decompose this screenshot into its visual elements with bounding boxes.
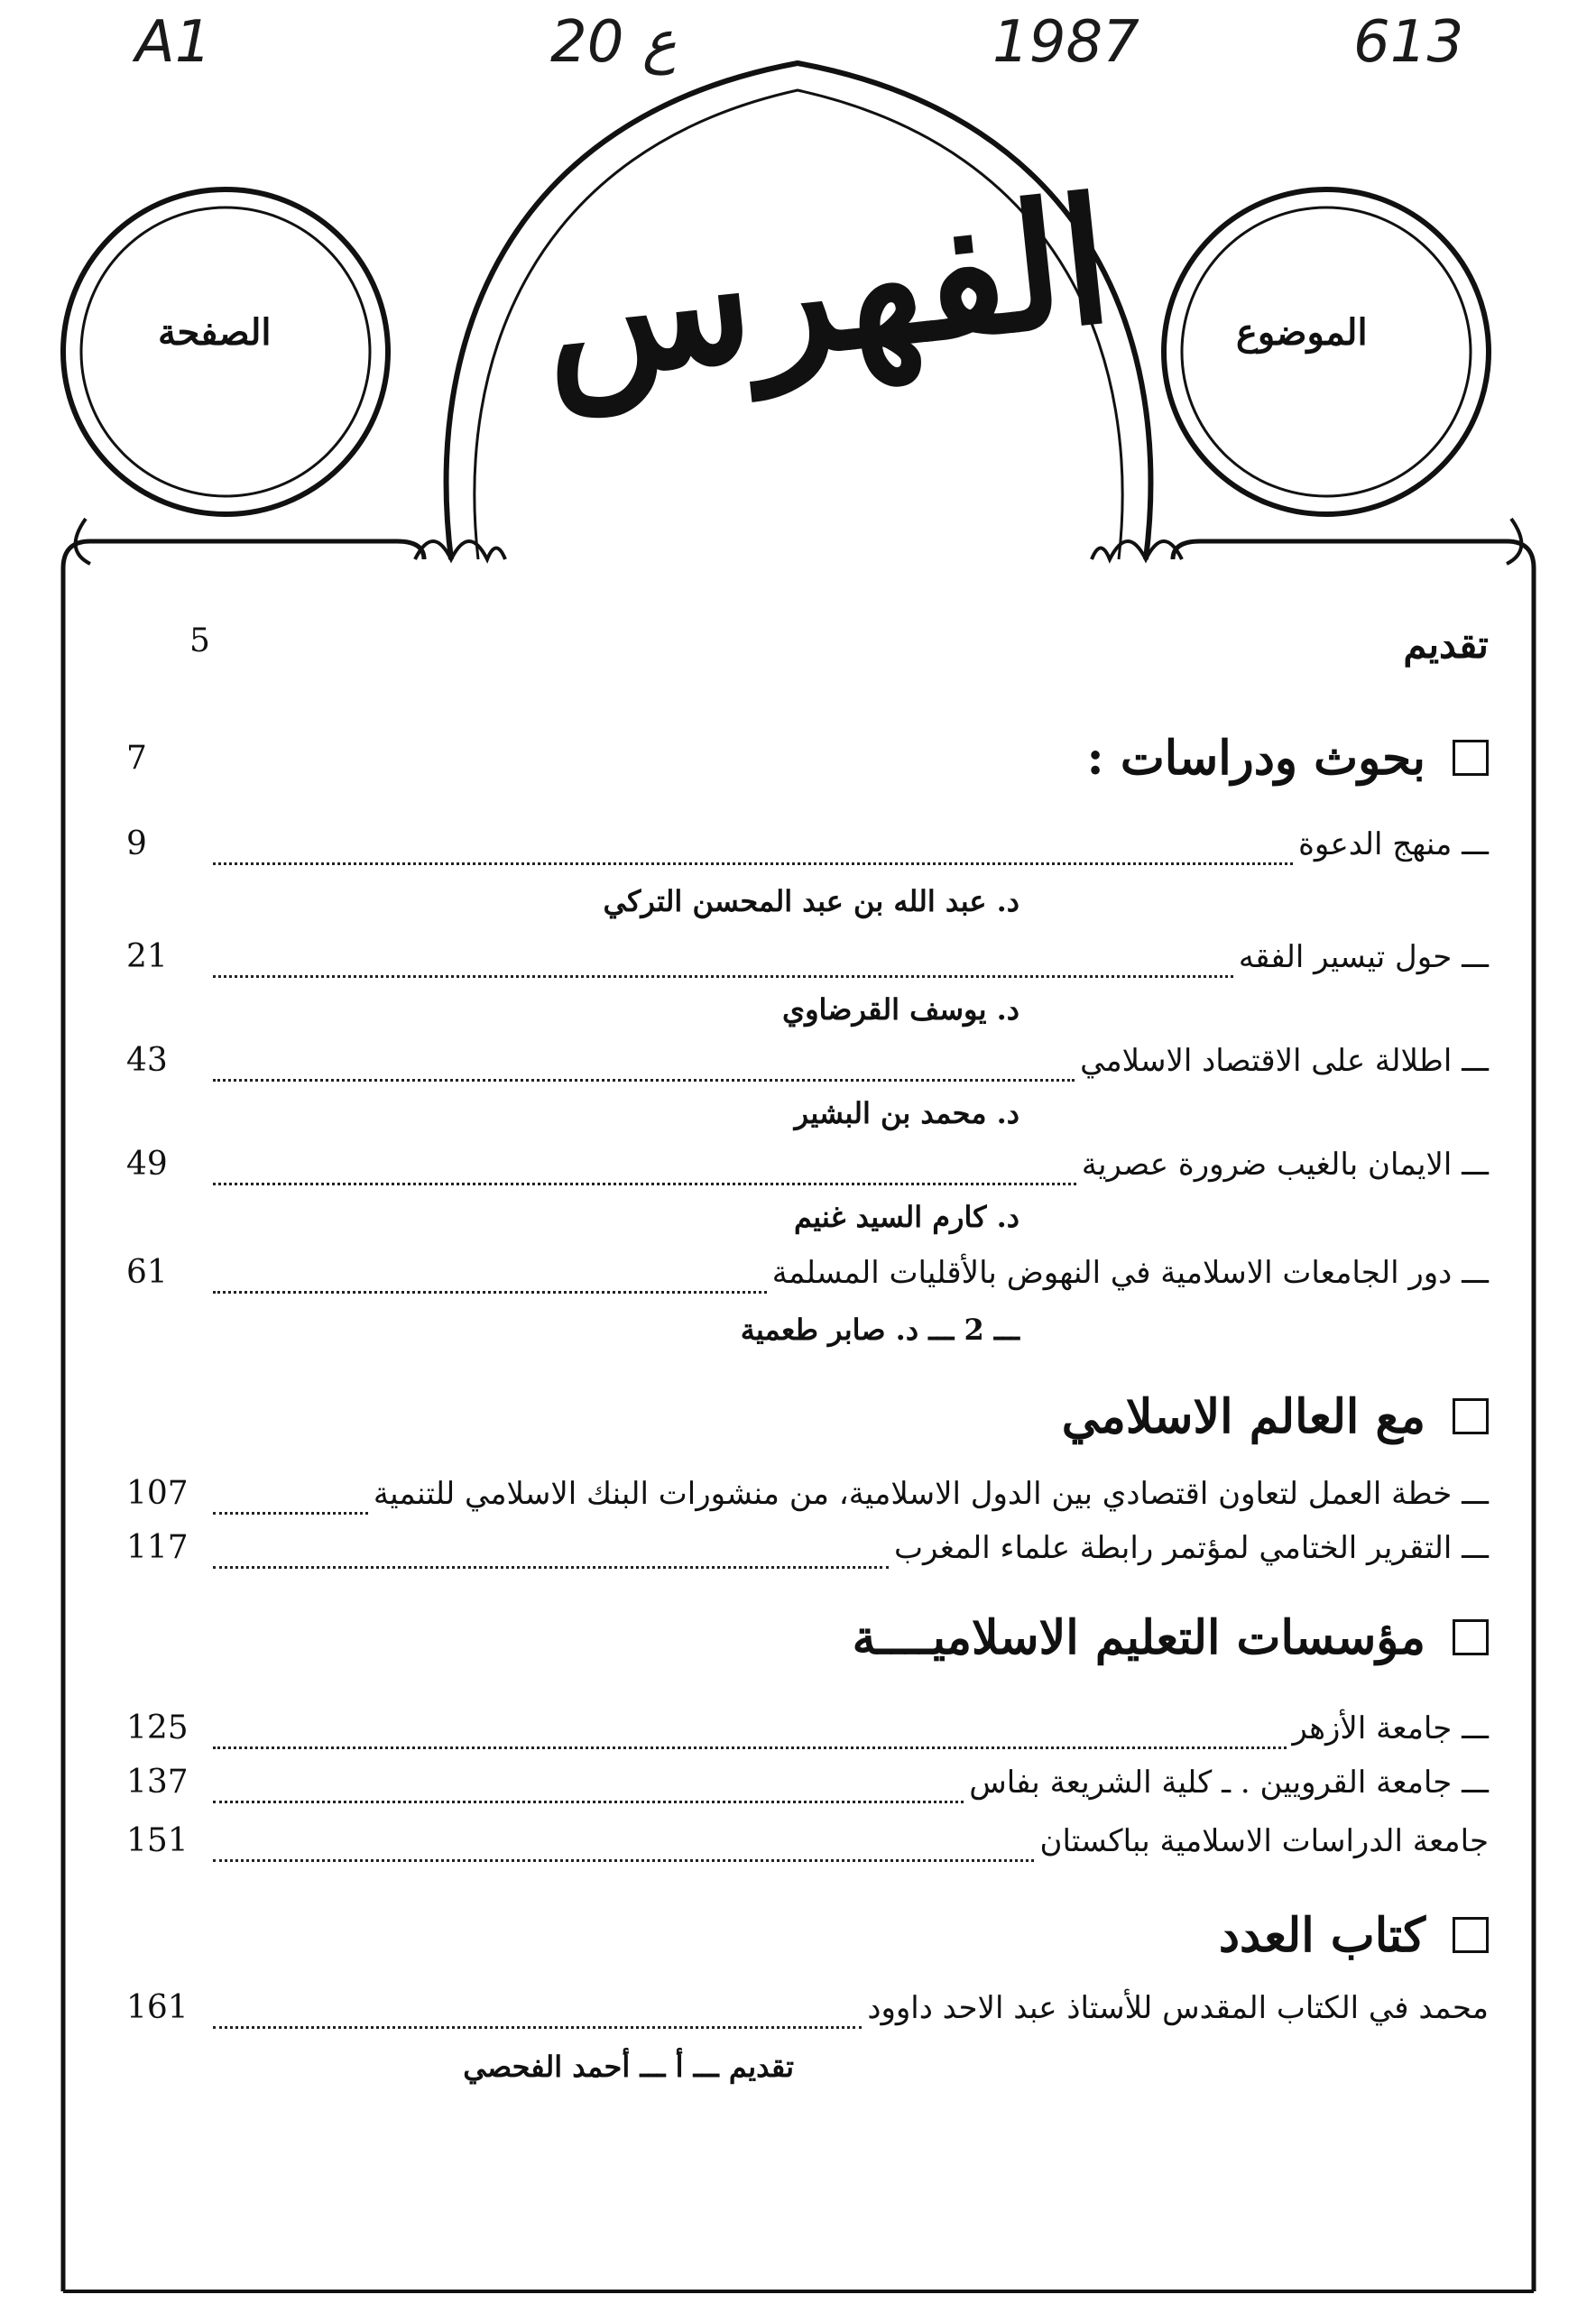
dot-leader	[213, 1291, 767, 1294]
entry-title: ـــ اطلالة على الاقتصاد الاسلامي	[1080, 1043, 1489, 1079]
entry-page: 61	[126, 1254, 168, 1291]
entry-author: د. كارم السيد غنيم	[793, 1200, 1019, 1234]
handwritten-center-left: 20 ع	[550, 9, 677, 76]
dot-leader	[213, 975, 1233, 978]
checkbox-icon	[1453, 740, 1489, 776]
entry-author: ـــ 2 ـــ د. صابر طعمية	[740, 1313, 1019, 1347]
entry-title: ـــ جامعة الأزهر	[1292, 1710, 1489, 1746]
dot-leader	[213, 1079, 1075, 1082]
page-title: الفهرس	[531, 159, 1120, 419]
checkbox-icon	[1453, 1398, 1489, 1434]
dot-leader	[213, 1859, 1034, 1862]
checkbox-icon	[1453, 1619, 1489, 1655]
entry-page: 21	[126, 938, 168, 975]
intro-title: تقديم	[1403, 622, 1489, 667]
checkbox-icon	[1453, 1917, 1489, 1953]
entry-title: ـــ الايمان بالغيب ضرورة عصرية	[1081, 1147, 1489, 1183]
entry-author: تقديم ـــ أ ـــ أحمد الفحصي	[463, 2050, 794, 2084]
toc-entry	[126, 1989, 1489, 2043]
entry-author: د. عبد الله بن عبد المحسن التركي	[603, 884, 1019, 918]
entry-title: ـــ التقرير الختامي لمؤتمر رابطة علماء المغرب	[894, 1530, 1489, 1566]
entry-page: 161	[126, 1989, 189, 2026]
entry-page: 107	[126, 1475, 189, 1512]
dot-leader	[213, 862, 1293, 865]
dot-leader	[213, 1801, 964, 1803]
toc-entry	[126, 1822, 1489, 1876]
entry-title: ـــ خطة العمل لتعاون اقتصادي بين الدول الاسلامية، من منشورات البنك الاسلامي للتنمية	[373, 1476, 1489, 1512]
dot-leader	[213, 2026, 862, 2029]
toc-entry	[126, 1709, 1489, 1764]
toc-entry	[126, 1764, 1489, 1818]
dot-leader	[213, 1512, 368, 1515]
entry-title: ـــ دور الجامعات الاسلامية في النهوض بالأقليات المسلمة	[771, 1255, 1489, 1291]
entry-title: ـــ منهج الدعوة	[1298, 826, 1489, 862]
section-header	[126, 1380, 1489, 1452]
dot-leader	[213, 1183, 1076, 1185]
section-title: مؤسسات التعليم الاسلاميــــة	[852, 1609, 1425, 1665]
section-header	[126, 1899, 1489, 1971]
section-title: مع العالم الاسلامي	[1061, 1388, 1425, 1444]
toc-entry	[126, 1529, 1489, 1583]
toc-entry	[126, 1475, 1489, 1529]
dot-leader	[213, 1746, 1287, 1749]
section-title: كتاب العدد	[1218, 1907, 1425, 1963]
entry-title: جامعة الدراسات الاسلامية بباكستان	[1039, 1823, 1489, 1859]
page-column-label: الصفحة	[158, 311, 272, 354]
intro-page: 5	[189, 622, 210, 659]
entry-page: 151	[126, 1822, 189, 1859]
handwritten-left: A1	[135, 9, 212, 76]
toc-entry	[126, 1146, 1489, 1200]
toc-entry	[126, 938, 1489, 992]
entry-title: ـــ حول تيسير الفقه	[1238, 939, 1489, 975]
section-page: 7	[126, 739, 147, 777]
subject-column-label: الموضوع	[1236, 311, 1368, 354]
entry-author: د. محمد بن البشير	[794, 1096, 1019, 1130]
entry-author: د. يوسف القرضاوي	[782, 992, 1019, 1027]
section-header	[126, 1601, 1489, 1673]
entry-page: 49	[126, 1146, 168, 1183]
entry-title: ـــ جامعة القرويين . ـ كلية الشريعة بفاس	[969, 1765, 1489, 1801]
section-title: بحوث ودراسات :	[1086, 730, 1425, 786]
entry-page: 9	[126, 825, 147, 862]
entry-page: 117	[126, 1529, 189, 1566]
handwritten-right: 613	[1353, 9, 1464, 76]
toc-entry	[126, 825, 1489, 880]
entry-page: 125	[126, 1709, 189, 1746]
toc-entry	[126, 1042, 1489, 1096]
dot-leader	[213, 1566, 889, 1569]
entry-page: 43	[126, 1042, 168, 1079]
handwritten-center-right: 1987	[992, 9, 1139, 76]
toc-entry	[126, 1254, 1489, 1308]
section-header	[126, 722, 1489, 794]
entry-title: محمد في الكتاب المقدس للأستاذ عبد الاحد داوود	[867, 1990, 1489, 2026]
entry-page: 137	[126, 1764, 189, 1801]
